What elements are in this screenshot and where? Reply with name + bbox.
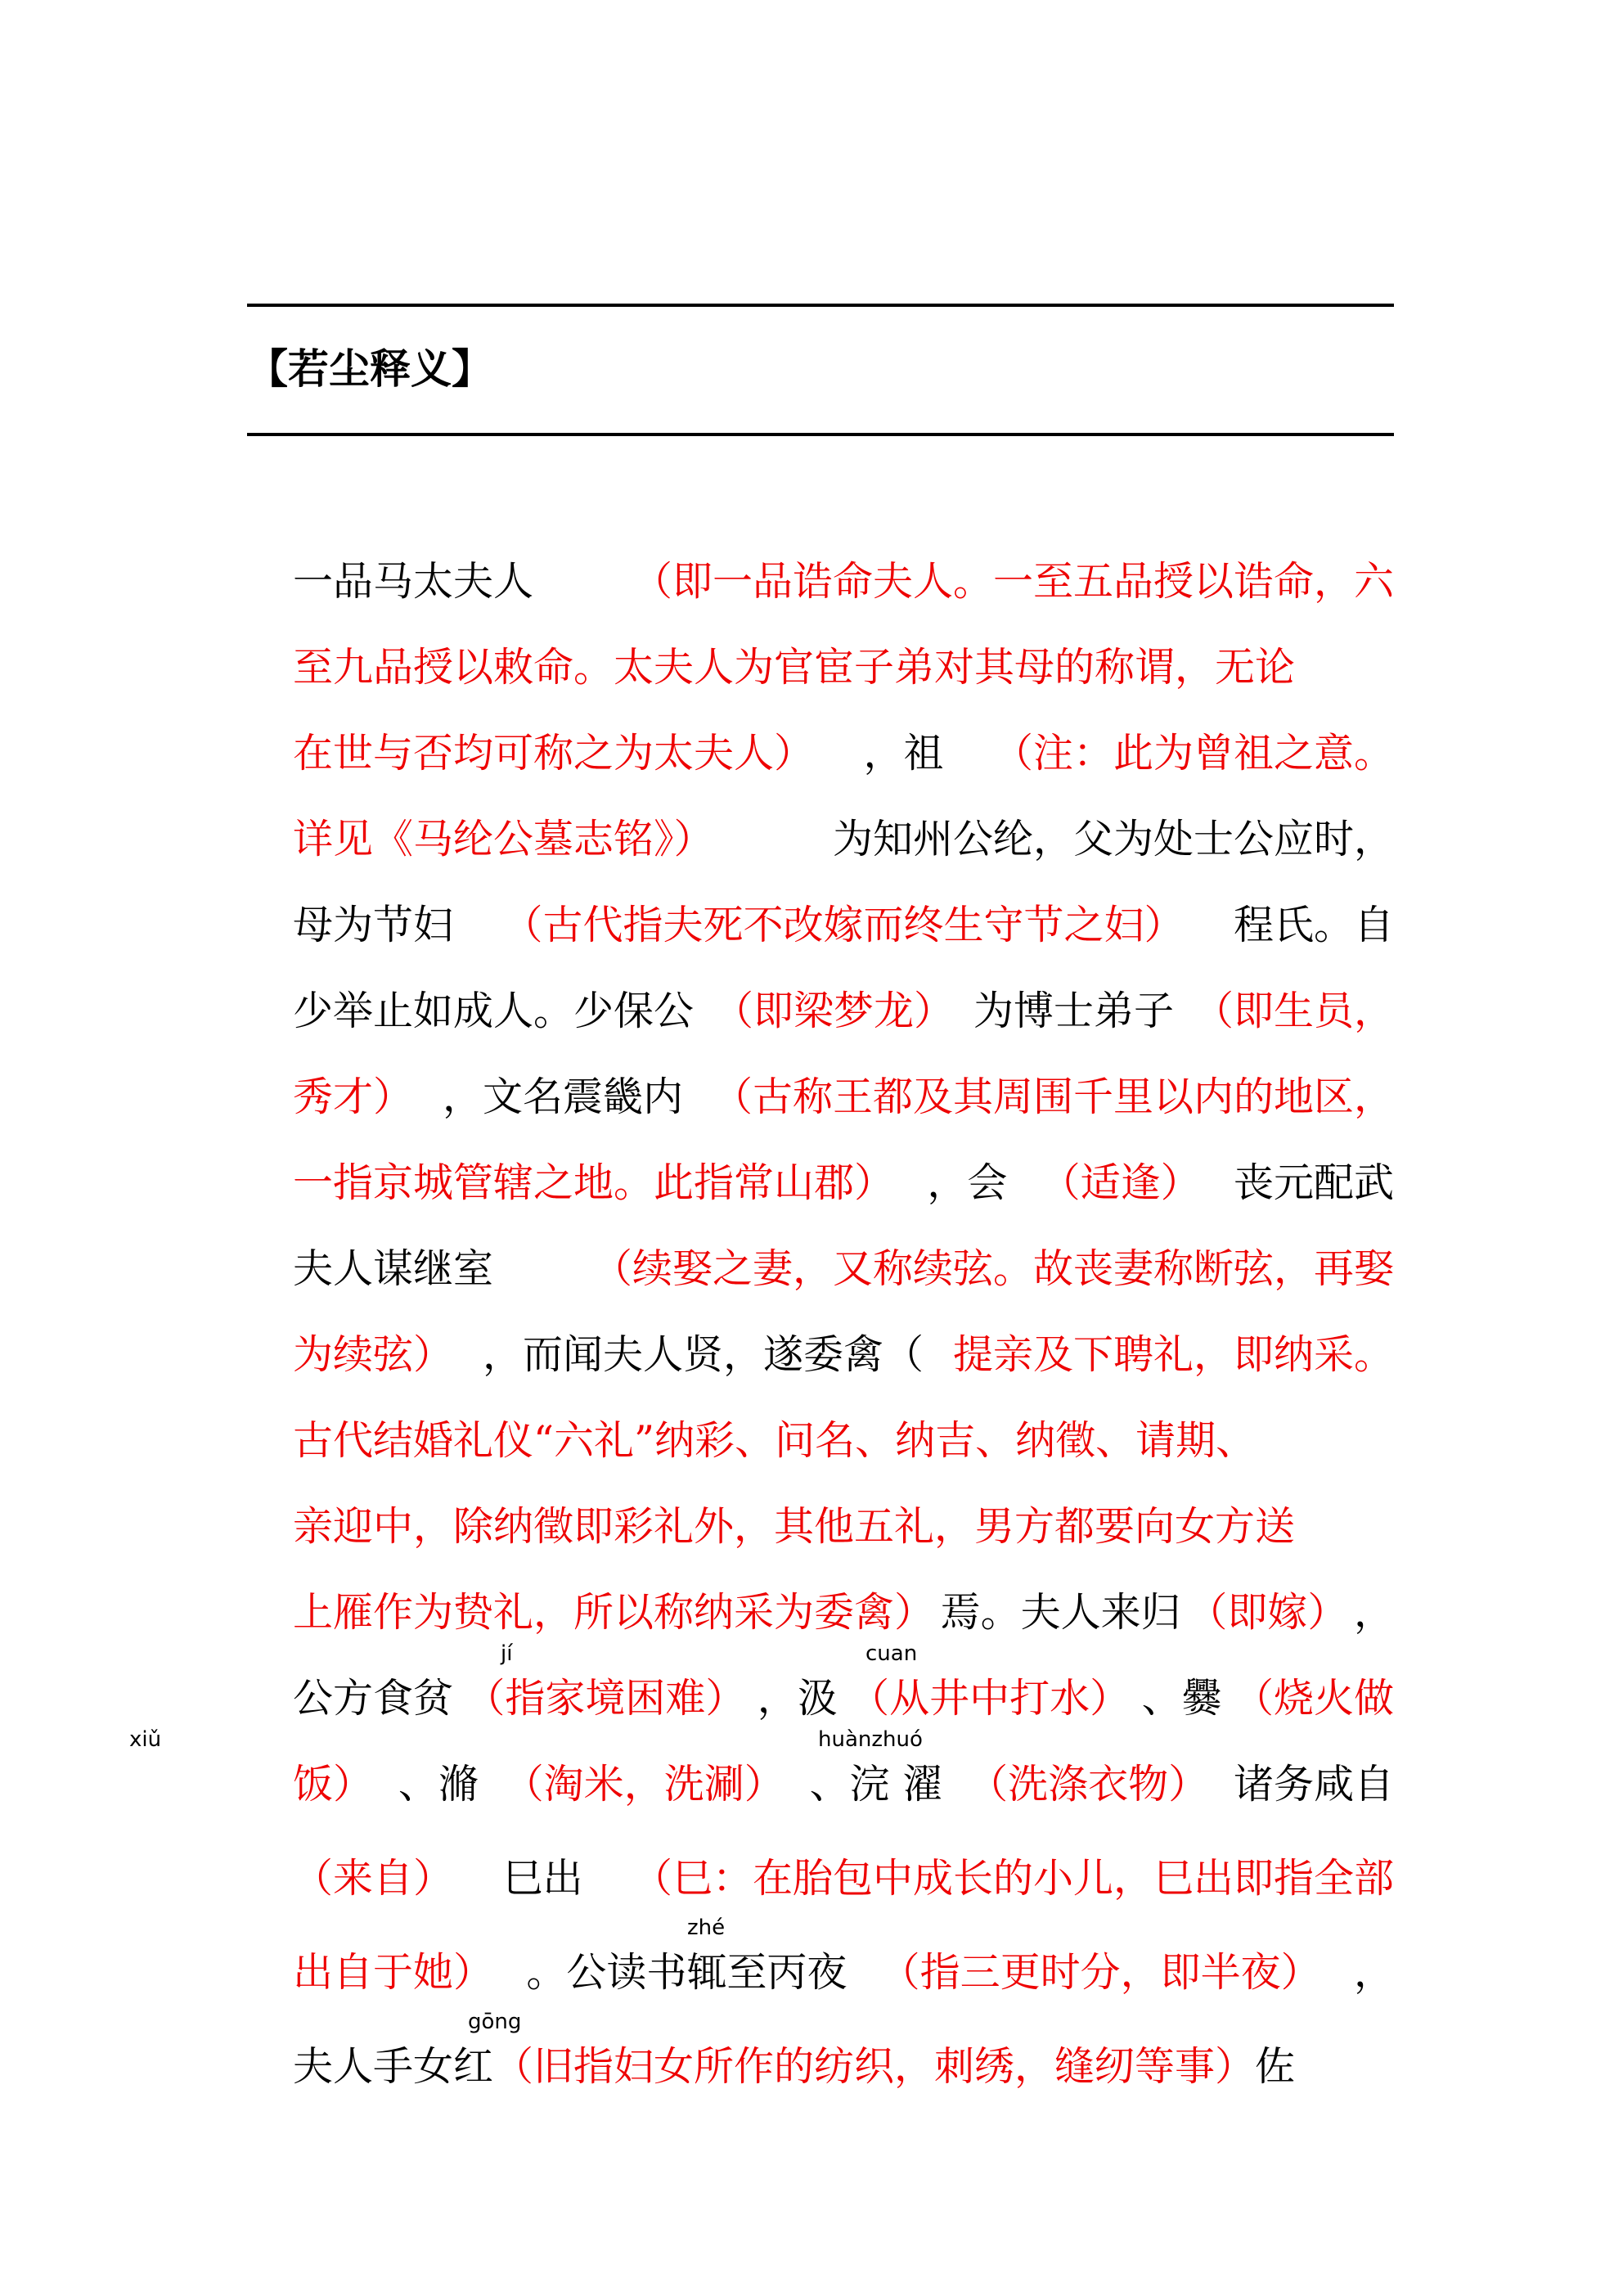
annotation-text: （旧指妇女所作的纺织，刺绣，缝纫等事） xyxy=(493,2043,1256,2090)
annotation-text: 亲迎中，除纳徵即彩礼外，其他五礼，男方都要向女方送 xyxy=(293,1503,1296,1550)
text-line xyxy=(293,983,1394,1069)
text-line xyxy=(293,1850,1394,1936)
main-text: 公方食贫 xyxy=(293,1675,454,1722)
main-text: 、爨 xyxy=(1141,1675,1222,1722)
annotation-text: （指三更时分，即半夜） xyxy=(879,1949,1321,1996)
text-line xyxy=(293,1326,1394,1412)
annotation-text: （淘米，洗涮） xyxy=(503,1761,785,1808)
annotation-text: （即一品诰命夫人。一至五品授以诰命，六 xyxy=(632,558,1394,605)
annotation-text: 在世与否均可称之为太夫人） xyxy=(293,730,815,777)
pinyin-annotation: zhé xyxy=(687,1916,726,1940)
pinyin-annotation: xiǔ xyxy=(129,1727,162,1752)
section-heading: 【若尘释义】 xyxy=(247,344,492,393)
main-text: 、滫 xyxy=(398,1761,479,1808)
main-text: 夫人手女红 xyxy=(293,2043,494,2090)
annotation-text: 提亲及下聘礼，即纳采。 xyxy=(952,1331,1394,1378)
annotation-text: （古称王都及其周围千里以内的地区， xyxy=(712,1074,1394,1120)
annotation-text: （续娶之妻，又称续弦。故丧妻称断弦，再娶 xyxy=(591,1245,1394,1292)
pinyin-annotation: cuan xyxy=(865,1641,918,1666)
main-text: 程氏。自 xyxy=(1233,902,1394,948)
annotation-text: （注：此为曾祖之意。 xyxy=(992,730,1394,777)
annotation-text: 至九品授以敕命。太夫人为官宦子弟对其母的称谓，无论 xyxy=(293,644,1296,691)
body-text xyxy=(129,553,1394,2124)
main-text: 为知州公纶，父为处士公应时， xyxy=(832,816,1394,862)
text-line xyxy=(293,1584,1394,1670)
main-text: 。公读书辄至丙夜 xyxy=(526,1949,847,1996)
pinyin-annotation: huànzhuó xyxy=(818,1727,923,1752)
main-text: ，祖 xyxy=(863,730,944,777)
main-text: 佐 xyxy=(1255,2043,1296,2090)
main-text: ，会 xyxy=(927,1159,1008,1206)
main-text: ，文名震畿内 xyxy=(442,1074,683,1120)
annotation-text: （适逢） xyxy=(1040,1159,1201,1206)
text-line xyxy=(293,553,1394,639)
annotation-text: 秀才） xyxy=(293,1074,414,1120)
annotation-text: （烧火做 xyxy=(1233,1675,1394,1722)
bottom-rule xyxy=(247,433,1394,436)
text-line xyxy=(293,897,1394,983)
main-text: 焉。夫人来归 xyxy=(940,1589,1181,1636)
text-line xyxy=(293,639,1394,725)
main-text: ， xyxy=(1353,1949,1394,1996)
main-text: 一品马太夫人 xyxy=(293,558,534,605)
text-line xyxy=(129,1727,1394,1842)
main-text: ，汲 xyxy=(757,1675,838,1722)
main-text: 丧元配武 xyxy=(1233,1159,1394,1206)
annotation-text: （洗涤衣物） xyxy=(968,1761,1209,1808)
text-line xyxy=(293,811,1394,897)
text-line xyxy=(293,1412,1394,1498)
pinyin-annotation: jí xyxy=(501,1641,513,1666)
top-rule xyxy=(247,304,1394,307)
main-text: 母为节妇 xyxy=(293,902,454,948)
pinyin-annotation: gōng xyxy=(468,2010,522,2034)
annotation-text: （即嫁） xyxy=(1187,1589,1348,1636)
main-text: ，而闻夫人贤，遂委禽（ xyxy=(482,1331,924,1378)
text-line xyxy=(293,1916,1394,2030)
annotation-text: （巳：在胎包中成长的小儿，巳出即指全部 xyxy=(632,1855,1394,1902)
annotation-text: 详见《马纶公墓志铭》） xyxy=(293,816,714,862)
annotation-text: （来自） xyxy=(293,1855,454,1902)
text-line xyxy=(293,725,1394,811)
main-text: 巳出 xyxy=(502,1855,583,1902)
text-line xyxy=(293,1240,1394,1326)
annotation-text: （即生员， xyxy=(1193,988,1394,1034)
annotation-text: 为续弦） xyxy=(293,1331,454,1378)
main-text: 夫人谋继室 xyxy=(293,1245,494,1292)
text-line xyxy=(293,1498,1394,1584)
text-line xyxy=(293,1155,1394,1240)
text-line xyxy=(293,1069,1394,1155)
annotation-text: 古代结婚礼仪“六礼”纳彩、问名、纳吉、纳徵、请期、 xyxy=(293,1417,1257,1464)
text-line xyxy=(293,2010,1394,2124)
main-text: 诸务咸自 xyxy=(1233,1761,1394,1808)
main-text: 、浣 濯 xyxy=(809,1761,943,1808)
annotation-text: （指家境困难） xyxy=(465,1675,746,1722)
annotation-text: （从井中打水） xyxy=(849,1675,1131,1722)
main-text: 为博士弟子 xyxy=(973,988,1174,1034)
annotation-text: （即梁梦龙） xyxy=(713,988,954,1034)
main-text: ， xyxy=(1353,1589,1394,1636)
annotation-text: 上雁作为贽礼，所以称纳采为委禽） xyxy=(293,1589,935,1636)
annotation-text: 一指京城管辖之地。此指常山郡） xyxy=(293,1159,895,1206)
annotation-text: （古代指夫死不改嫁而终生守节之妇） xyxy=(502,902,1185,948)
annotation-text: 出自于她） xyxy=(293,1949,494,1996)
main-text: 少举止如成人。少保公 xyxy=(293,988,695,1034)
annotation-text: 饭） xyxy=(293,1761,374,1808)
